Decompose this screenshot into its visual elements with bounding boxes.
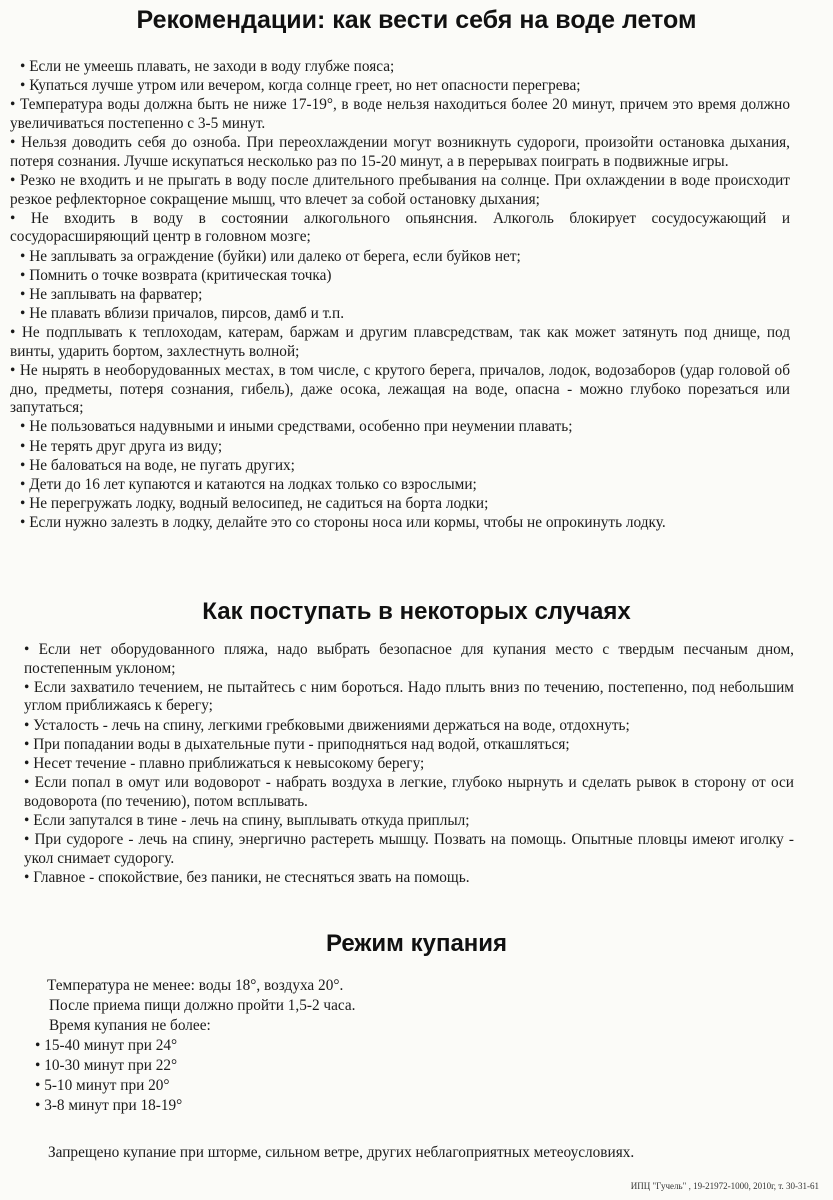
time-limit-header: Время купания не более: <box>49 1017 211 1034</box>
list-item: • Если запутался в тине - лечь на спину, выплывать откуда приплыл; <box>14 812 794 831</box>
time-limit-item: • 15-40 минут при 24° <box>35 1036 356 1056</box>
list-item: • Не перегружать лодку, водный велосипед, не садиться на борта лодки; <box>10 495 790 514</box>
list-item: • Если попал в омут или водоворот - набрать воздуха в легкие, глубоко нырнуть и сделать рывок в сторону от оси водоворота (по течению), потом всплывать. <box>14 774 794 811</box>
list-item: • Не входить в воду в состоянии алкогольного опьянсния. Алкоголь блокирует сосудосужающий и сосудорасширяющий центр в головном мозге; <box>10 210 790 247</box>
time-limit-item: • 5-10 минут при 20° <box>35 1076 356 1096</box>
list-item: • Не пользоваться надувными и иными средствами, особенно при неумении плавать; <box>10 418 790 437</box>
list-item: • Не терять друг друга из виду; <box>10 438 790 457</box>
list-item: • Резко не входить и не прыгать в воду после длительного пребывания на солнце. При охлаждении в воде происходит резкое рефлекторное сокращение мышц, что влечет за собой остановку дыхания; <box>10 172 790 209</box>
list-item: • Температура воды должна быть не ниже 17-19°, в воде нельзя находиться более 20 минут, причем это время должно увеличиваться постепенно с 3-5 минут. <box>10 96 790 133</box>
bathing-mode-block <box>44 976 356 1116</box>
list-item: • Усталость - лечь на спину, легкими гребковыми движениями держаться на воде, отдохнуть; <box>14 717 794 736</box>
time-limit-item: • 10-30 минут при 22° <box>35 1056 356 1076</box>
list-item: • Несет течение - плавно приближаться к невысокому берегу; <box>14 755 794 774</box>
summer-water-rules-list <box>10 58 790 534</box>
section-title-emergencies: Как поступать в некоторых случаях <box>202 598 631 625</box>
emergency-actions-list <box>14 641 794 888</box>
print-footer: ИПЦ "Гучель" , 19-21972-1000, 2010г, т. 30-31-61 <box>630 1181 819 1191</box>
list-item: • Не баловаться на воде, не пугать других; <box>10 457 790 476</box>
temperature-minimum-line: Температура не менее: воды 18°, воздуха 20°. <box>47 977 344 994</box>
list-item: • Не заплывать на фарватер; <box>10 286 790 305</box>
time-limit-item: • 3-8 минут при 18-19° <box>35 1096 356 1116</box>
list-item: • Не нырять в необорудованных местах, в том числе, с крутого берега, причалов, лодок, водозаборов (удар головой об дно, предметы, потеря сознания, гибель), даже осока, лежащая на воде, опасна - можно глубоко порезаться или запутаться; <box>10 362 790 418</box>
list-item: • Не заплывать за ограждение (буйки) или далеко от берега, если буйков нет; <box>10 248 790 267</box>
list-item: • Если не умеешь плавать, не заходи в воду глубже пояса; <box>10 58 790 77</box>
after-meal-line: После приема пищи должно пройти 1,5-2 часа. <box>49 997 356 1014</box>
list-item: • Не плавать вблизи причалов, пирсов, дамб и т.п. <box>10 305 790 324</box>
list-item: • Дети до 16 лет купаются и катаются на лодках только со взрослыми; <box>10 476 790 495</box>
list-item: • При судороге - лечь на спину, энергично растереть мышцу. Позвать на помощь. Опытные пловцы имеют иголку - укол снимает судорогу. <box>14 831 794 868</box>
page-title: Рекомендации: как вести себя на воде летом <box>136 6 697 34</box>
list-item: • Если нет оборудованного пляжа, надо выбрать безопасное для купания место с твердым песчаным дном, постепенным уклоном; <box>14 641 794 678</box>
section-title-bathing-mode: Режим купания <box>325 930 508 957</box>
list-item: • Купаться лучше утром или вечером, когда солнце греет, но нет опасности перегрева; <box>10 77 790 96</box>
list-item: • Если захватило течением, не пытайтесь с ним бороться. Надо плыть вниз по течению, постепенно, под небольшим углом приближаясь к берегу; <box>14 679 794 716</box>
bathing-ban-line: Запрещено купание при шторме, сильном ветре, других неблагоприятных метеоусловиях. <box>48 1144 635 1161</box>
list-item: • Не подплывать к теплоходам, катерам, баржам и другим плавсредствам, так как может затянуть под днище, под винты, ударить бортом, захлестнуть волной; <box>10 324 790 361</box>
list-item: • Если нужно залезть в лодку, делайте это со стороны носа или кормы, чтобы не опрокинуть лодку. <box>10 514 790 533</box>
list-item: • Помнить о точке возврата (критическая точка) <box>10 267 790 286</box>
list-item: • Главное - спокойствие, без паники, не стесняться звать на помощь. <box>14 869 794 888</box>
list-item: • При попадании воды в дыхательные пути - приподняться над водой, откашляться; <box>14 736 794 755</box>
list-item: • Нельзя доводить себя до озноба. При переохлаждении могут возникнуть судороги, произойти остановка дыхания, потеря сознания. Лучше искупаться несколько раз по 15-20 минут, а в перерывах поиграть в подвижные игры. <box>10 134 790 171</box>
